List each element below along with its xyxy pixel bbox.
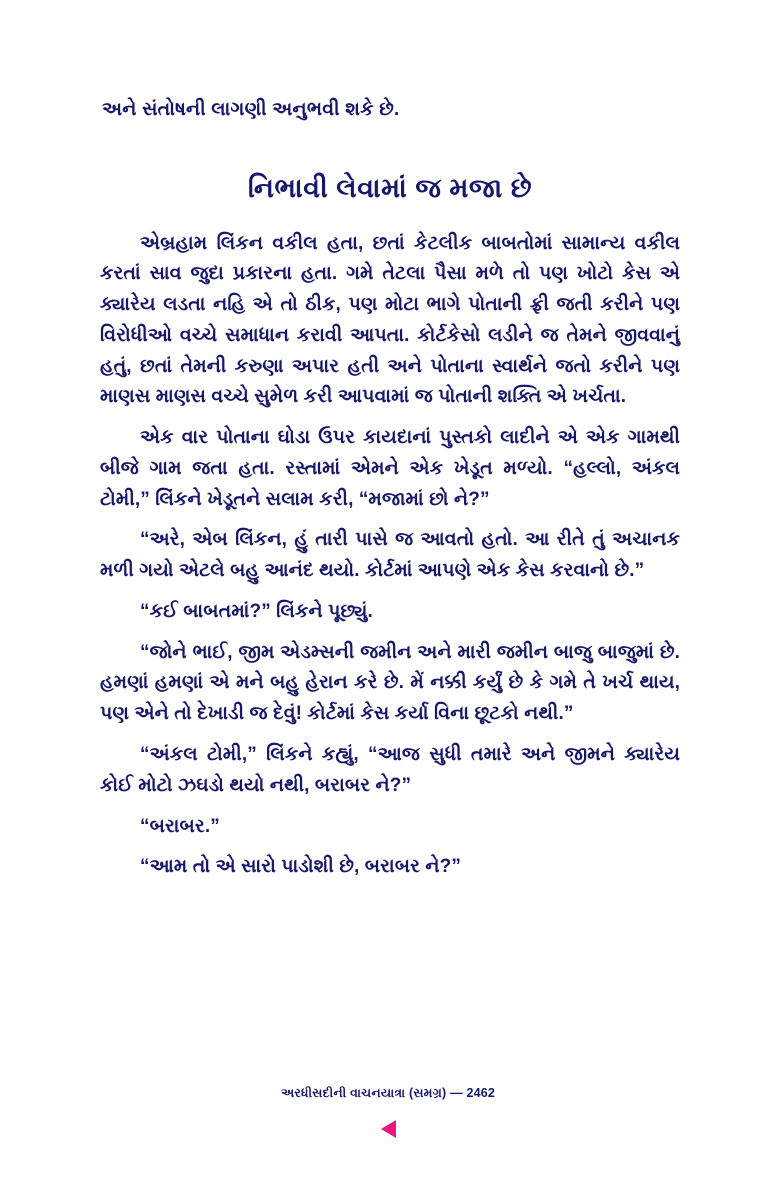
left-triangle-icon <box>381 1120 396 1138</box>
body-paragraph: એબ્રહામ લિંકન વકીલ હતા, છતાં કેટલીક બાબતોમાં સામાન્ય વકીલ કરતાં સાવ જુદા પ્રકારના હતા. ગમે તેટલા પૈસા મળે તો પણ ખોટો કેસ એ ક્યારેય લડતા નહિ એ તો ઠીક, પણ મોટા ભાગે પોતાની ફ્રી જતી કરીને પણ વિરોધીઓ વચ્ચે સમાધાન કરાવી આપતા. કોર્ટકેસો લડીને જ તેમને જીવવાનું હતું, છતાં તેમની કરુણા અપાર હતી અને પોતાના સ્વાર્થને જતો કરીને પણ માણસ માણસ વચ્ચે સુમેળ કરી આપવામાં જ પોતાની શક્તિ એ ખર્ચતા. <box>100 232 680 408</box>
body-paragraph: “કઈ બાબતમાં?” લિંકને પૂછ્યું. <box>140 600 373 622</box>
body-paragraph: “અરે, એબ લિંકન, હું તારી પાસે જ આવતો હતો. આ રીતે તું અચાનક મળી ગયો એટલે બહુ આનંદ થયો. કોર્ટમાં આપણે એક કેસ કરવાનો છે.” <box>100 529 680 582</box>
page-content <box>100 96 680 893</box>
page-marker <box>0 1120 776 1146</box>
footer-citation: અરધીસદીની વાચનયાત્રા (સમગ્ર) — 2462 <box>280 1086 496 1100</box>
body-paragraph: “આમ તો એ સારો પાડોશી છે, બરાબર ને?” <box>140 856 461 878</box>
page-title: નિભાવી લેવામાં જ મજા છે <box>247 172 533 203</box>
body-paragraph: “જોને ભાઈ, જીમ એડમ્સની જમીન અને મારી જમીન બાજુ બાજુમાં છે. હમણાં હમણાં એ મને બહુ હેરાન કરે છે. મેં નક્કી કર્યું છે કે ગમે તે ખર્ચ થાય, પણ એને તો દેખાડી જ દેવું! કોર્ટમાં કેસ કર્યા વિના છૂટકો નથી.” <box>100 641 680 725</box>
continuation-line: અને સંતોષની લાગણી અનુભવી શકે છે. <box>102 99 400 120</box>
body-paragraph: “બરાબર.” <box>140 815 220 837</box>
page-footer <box>0 1084 776 1102</box>
body-paragraph: “અંકલ ટોમી,” લિંકને કહ્યું, “આજ સુધી તમારે અને જીમને ક્યારેય કોઈ મોટો ઝઘડો થયો નથી, બરાબર ને?” <box>100 743 680 796</box>
body-paragraph: એક વાર પોતાના ઘોડા ઉપર કાયદાનાં પુસ્તકો લાદીને એ એક ગામથી બીજે ગામ જતા હતા. રસ્તામાં એમને એક ખેડૂત મળ્યો. “હલ્લો, અંકલ ટોમી,” લિંકને ખેડૂતને સલામ કરી, “મજામાં છો ને?” <box>100 427 680 510</box>
